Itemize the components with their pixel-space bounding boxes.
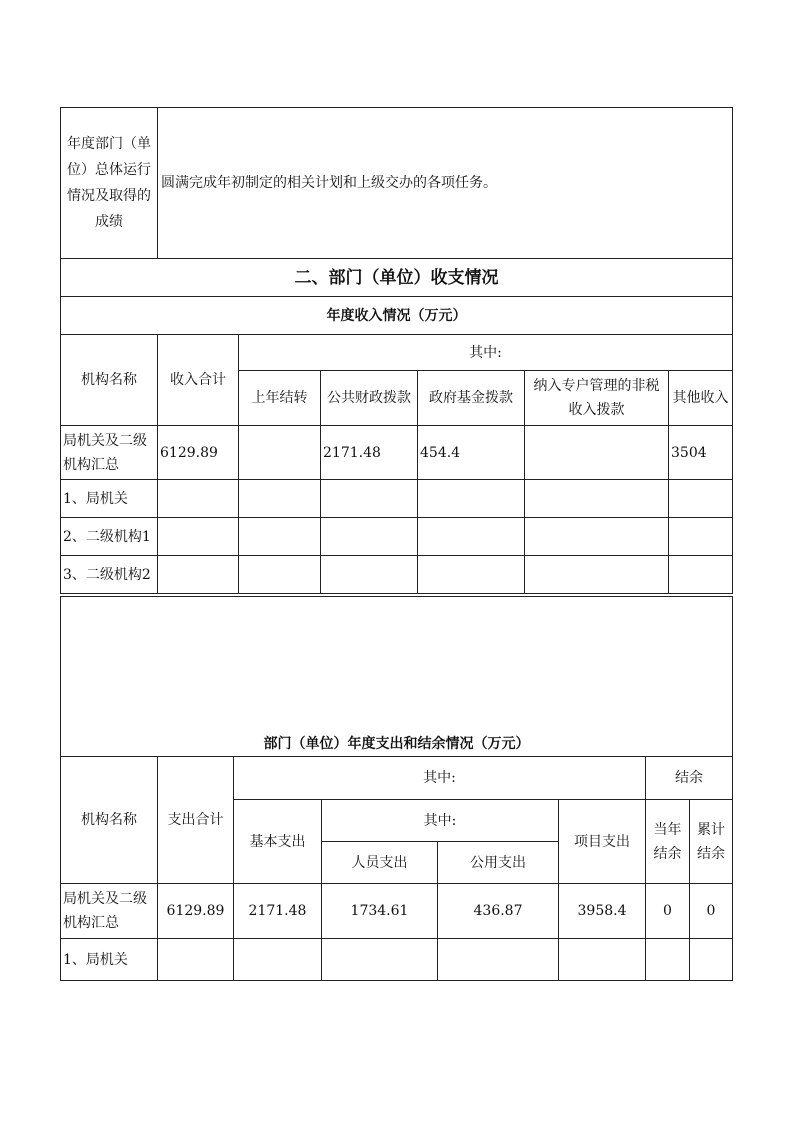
income-row-gov-fund: 454.4 xyxy=(418,426,525,480)
income-row-public-fiscal xyxy=(321,480,418,518)
expense-header-cumulative: 累计结余 xyxy=(690,800,733,884)
expense-row-cumulative: 0 xyxy=(690,884,733,939)
income-row-other xyxy=(669,556,733,594)
income-row-total: 6129.89 xyxy=(158,426,239,480)
expense-title: 部门（单位）年度支出和结余情况（万元） xyxy=(61,597,733,757)
income-header-public-fiscal: 公共财政拨款 xyxy=(321,371,418,426)
expense-header-among: 其中: xyxy=(234,757,646,800)
expense-row-project: 3958.4 xyxy=(559,884,646,939)
expense-row-current-year xyxy=(646,939,690,981)
income-row-carryover xyxy=(239,556,321,594)
table-row xyxy=(61,556,733,594)
expense-row-personnel: 1734.61 xyxy=(322,884,438,939)
income-row-nontax xyxy=(525,518,669,556)
income-header-total: 收入合计 xyxy=(158,335,239,426)
expense-header-current-year: 当年结余 xyxy=(646,800,690,884)
expense-row-personnel xyxy=(322,939,438,981)
income-title: 年度收入情况（万元） xyxy=(61,297,733,335)
expense-row-public-use: 436.87 xyxy=(438,884,559,939)
income-row-total xyxy=(158,480,239,518)
income-row-gov-fund xyxy=(418,518,525,556)
table-row xyxy=(61,518,733,556)
income-row-nontax xyxy=(525,556,669,594)
income-row-other: 3504 xyxy=(669,426,733,480)
table-row xyxy=(61,480,733,518)
expense-header-among2: 其中: xyxy=(322,800,559,842)
income-header-other: 其他收入 xyxy=(669,371,733,426)
income-row-nontax xyxy=(525,426,669,480)
income-row-carryover xyxy=(239,426,321,480)
expense-row-org: 局机关及二级机构汇总 xyxy=(61,884,158,939)
expense-header-basic: 基本支出 xyxy=(234,800,322,884)
income-row-other xyxy=(669,480,733,518)
overview-content: 圆满完成年初制定的相关计划和上级交办的各项任务。 xyxy=(158,108,733,259)
expense-row-basic: 2171.48 xyxy=(234,884,322,939)
expense-table xyxy=(60,596,733,981)
expense-header-personnel: 人员支出 xyxy=(322,842,438,884)
income-header-org: 机构名称 xyxy=(61,335,158,426)
income-header-among: 其中: xyxy=(239,335,733,371)
income-row-total xyxy=(158,518,239,556)
income-row-org: 2、二级机构1 xyxy=(61,518,158,556)
income-row-org: 局机关及二级机构汇总 xyxy=(61,426,158,480)
income-row-total xyxy=(158,556,239,594)
income-row-public-fiscal xyxy=(321,518,418,556)
expense-header-balance: 结余 xyxy=(646,757,733,800)
income-row-nontax xyxy=(525,480,669,518)
income-row-other xyxy=(669,518,733,556)
expense-row-total: 6129.89 xyxy=(158,884,234,939)
expense-row-project xyxy=(559,939,646,981)
table-row xyxy=(61,939,733,981)
income-table xyxy=(60,107,733,594)
income-header-gov-fund: 政府基金拨款 xyxy=(418,371,525,426)
income-row-org: 3、二级机构2 xyxy=(61,556,158,594)
expense-row-org: 1、局机关 xyxy=(61,939,158,981)
expense-row-public-use xyxy=(438,939,559,981)
expense-header-project: 项目支出 xyxy=(559,800,646,884)
income-row-public-fiscal xyxy=(321,556,418,594)
overview-label: 年度部门（单位）总体运行情况及取得的成绩 xyxy=(61,108,158,259)
expense-header-total: 支出合计 xyxy=(158,757,234,884)
income-header-nontax: 纳入专户管理的非税收入拨款 xyxy=(525,371,669,426)
income-header-carryover: 上年结转 xyxy=(239,371,321,426)
expense-row-current-year: 0 xyxy=(646,884,690,939)
expense-header-public-use: 公用支出 xyxy=(438,842,559,884)
section-title: 二、部门（单位）收支情况 xyxy=(61,259,733,297)
income-row-carryover xyxy=(239,518,321,556)
expense-header-org: 机构名称 xyxy=(61,757,158,884)
expense-row-total xyxy=(158,939,234,981)
expense-row-cumulative xyxy=(690,939,733,981)
table-row xyxy=(61,884,733,939)
income-row-gov-fund xyxy=(418,480,525,518)
income-row-org: 1、局机关 xyxy=(61,480,158,518)
table-row xyxy=(61,426,733,480)
income-row-carryover xyxy=(239,480,321,518)
expense-row-basic xyxy=(234,939,322,981)
income-row-public-fiscal: 2171.48 xyxy=(321,426,418,480)
income-row-gov-fund xyxy=(418,556,525,594)
